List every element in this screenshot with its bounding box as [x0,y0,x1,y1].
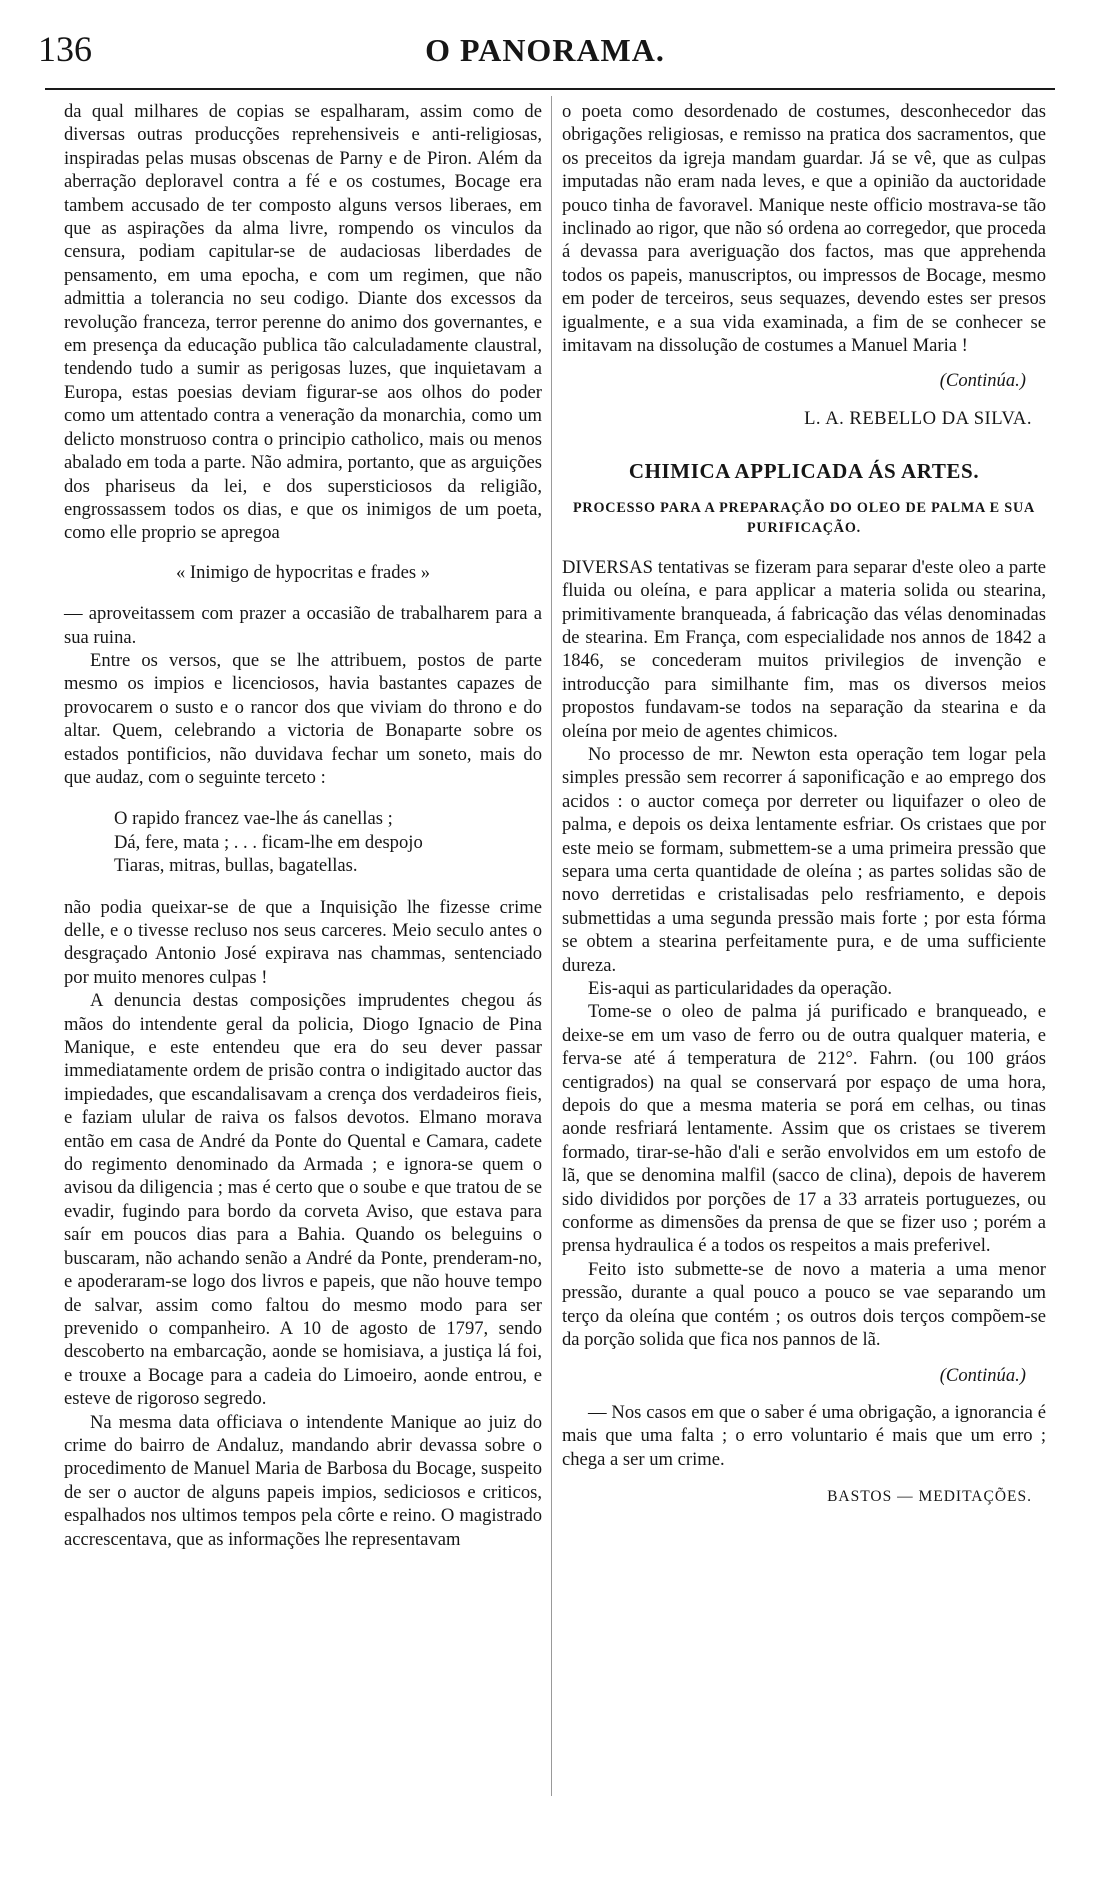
verse-line: O rapido francez vae-lhe ás canellas ; [114,808,393,830]
paragraph: Feito isto submette-se de novo a materia a uma menor pressão, durante a qual pouco a pouco se vae separando um terço da oleína que contém ; os outros dois terços compõem-se da porção solida que fica nos pannos de lã. [562,1258,1046,1351]
paragraph: Tome-se o oleo de palma já purificado e branqueado, e deixe-se em um vaso de ferro ou de outra qualquer materia, e ferva-se até á temperatura de 212°. Fahrn. (ou 100 gráos centigrados) na qual se conservará por espaço de uma hora, depois do que a mesma materia se porá em celhas, ou tinas aonde resfriará lentamente. Assim que os cristaes se tiverem formado, tirar-se-hão d'ali e serão envolvidos em um estofo de lã, que se denomina malfil (sacco de clina), depois de haverem sido divididos por porções de 17 a 33 arrateis portuguezes, ou conforme as dimensões da prensa de que se fizer uso ; porém a prensa hydraulica é a todos os respeitos a mais preferivel. [562,1001,1046,1257]
paragraph: DIVERSAS tentativas se fizeram para separar d'este oleo a parte fluida ou oleína, e para applicar a materia solida ou stearina, primitivamente branqueada, á fabricação das vélas denominadas de stearina. Em França, com especialidade nos annos de 1842 a 1846, se concederam muitos privilegios de invenção e introducção para similhante fim, mas os diversos meios propostos fundavam-se todos na separação da stearina e da oleína por meio de agentes chimicos. [562,556,1046,742]
paragraph: Eis-aqui as particularidades da operação. [588,978,893,999]
paragraph: — aproveitassem com prazer a occasião de trabalharem para a sua ruina. [64,603,542,648]
paragraph: Entre os versos, que se lhe attribuem, postos de parte mesmo os impios e licenciosos, havia bastantes capazes de provocarem o susto e o rancor dos que viviam do throno e do altar. Quem, celebrando a victoria de Bonaparte sobre os estados pontificios, não duvidava fechar um soneto, mais do que audaz, com o seguinte terceto : [64,649,542,788]
paragraph: da qual milhares de copias se espalharam, assim como de diversas outras producções reprehensiveis e anti-religiosas, inspiradas pelas musas obscenas de Parny e de Piron. Além da aberração deploravel contra a fé e os costumes, Bocage era tambem accusado de ter composto alguns versos liberaes, em que as aspirações da alma livre, rompendo os vinculos da censura, podiam capitular-se de audaciosas liberdades de pensamento, em uma epocha, e com um regimen, que não admittia a tolerancia no seu codigo. Diante dos excessos da revolução franceza, terror perenne do animo dos governantes, e em presença da educação publica tão calculadamente claustral, tendendo tudo a sumir as perigosas luzes, que inquietavam a Europa, estas poesias deviam figurar-se aos olhos do poder como um attentado contra a veneração da monarchia, como um delicto monstruoso contra o principio catholico, mais ou menos abalado em toda a parte. Não admira, portanto, que as arguições dos phariseus da lei, e dos supersticiosos da religião, engrossassem todos os dias, e que os inimigos de um poeta, como elle proprio se apregoa [64,101,542,544]
page-header [38,28,1052,72]
column-divider [551,96,552,1796]
article-author: L. A. REBELLO DA SILVA. [804,407,1032,429]
paragraph: não podia queixar-se de que a Inquisição lhe fizesse crime delle, e o tivesse recluso nos seus carceres. Meio seculo antes o desgraçado Antonio José expirava nas chammas, sentenciado por muito menores culpas ! [64,896,542,988]
paragraph: A denuncia destas composições imprudentes chegou ás mãos do intendente geral da policia, Diogo Ignacio de Pina Manique, e este entendeu que era do seu dever passar immediatamente ordem de prisão contra o indigitado auctor das impiedades, que escandalisavam a crença dos verdadeiros fieis, e faziam ulular de raiva os falsos devotos. Elmano morava então em casa de André da Ponte do Quental e Camara, cadete do regimento denominado da Armada ; e ignora-se quem o avisou da diligencia ; mas é certo que o soube e que tratou de se evadir, fugindo para bordo da corveta Aviso, que estava para saír em poucos dias para a Bahia. Quando os beleguins o buscaram, não achando senão a André da Ponte, prenderam-no, e apoderaram-se logo dos livros e papeis, que não houve tempo de salvar, assim como faltou do mesmo modo para ser prevenido o companheiro. A 10 de agosto de 1797, sendo descoberto na embarcação, aonde se homisiava, a justiça lá foi, e trouxe a Bocage para a cadeia do Limoeiro, aonde entrou, e esteve de rigoroso segredo. [64,990,542,1410]
left-column [64,100,542,1551]
section-title: CHIMICA APPLICADA ÁS ARTES. [628,459,980,484]
maxim-source: BASTOS — MEDITAÇÕES. [827,1488,1032,1506]
paragraph: o poeta como desordenado de costumes, desconhecedor das obrigações religiosas, e remisso na pratica dos sacramentos, que os preceitos da igreja mandam guardar. Já se vê, que as culpas imputadas não eram nada leves, e que a opinião da auctoridade pouco tinha de favoravel. Manique neste officio mostrava-se tão inclinado ao rigor, que não só ordena ao corregedor, que proceda á devassa para averiguação dos factos, mas que apprehenda todos os papeis, manuscriptos, ou impressos de Bocage, mesmo em poder de terceiros, seus sequazes, devendo estes ser presos igualmente, e a sua vida examinada, a fim de se conhecer se imitavam na dissolução de costumes a Manuel Maria ! [562,101,1046,357]
page-number: 136 [38,29,92,69]
header-rule [45,88,1055,90]
verse-line: Dá, fere, mata ; . . . ficam-lhe em despojo [114,831,423,853]
right-column [562,100,1046,1509]
journal-title: O PANORAMA. [425,32,665,68]
verse-block [114,807,542,877]
quoted-line: « Inimigo de hypocritas e frades » [175,561,431,583]
continua-note: (Continúa.) [939,370,1026,392]
verse-line: Tiaras, mitras, bullas, bagatellas. [114,855,358,877]
paragraph: Na mesma data officiava o intendente Manique ao juiz do crime do bairro de Andaluz, mandando abrir devassa sobre o procedimento de Manuel Maria de Barbosa du Bocage, suspeito de ser o auctor de alguns papeis impios, sediciosos e criticos, espalhados nos ultimos tempos pela côrte e reino. O magistrado accrescentava, que as informações lhe representavam [64,1411,542,1550]
continua-note: (Continúa.) [939,1364,1026,1386]
maxim-text: — Nos casos em que o saber é uma obrigação, a ignorancia é mais que uma falta ; o erro voluntario é mais que um erro ; chega a ser um crime. [562,1401,1046,1470]
paragraph: No processo de mr. Newton esta operação tem logar pela simples pressão sem recorrer á saponificação e ao emprego dos acidos : o auctor começa por derreter ou liquifazer o oleo de palma, e depois os deixa lentamente esfriar. Os cristaes que por este meio se formam, submettem-se a uma primeira pressão que separa uma certa quantidade de oleína ; as partes solidas são de novo derretidas e cristalisadas pelo resfriamento, e depois submettidas a uma segunda pressão mais forte ; por esta fórma se obtem a stearina perfeitamente pura, e de uma sufficiente dureza. [562,743,1046,976]
section-subtitle: PROCESSO PARA A PREPARAÇÃO DO OLEO DE PALMA E SUA PURIFICAÇÃO. [572,499,1036,536]
